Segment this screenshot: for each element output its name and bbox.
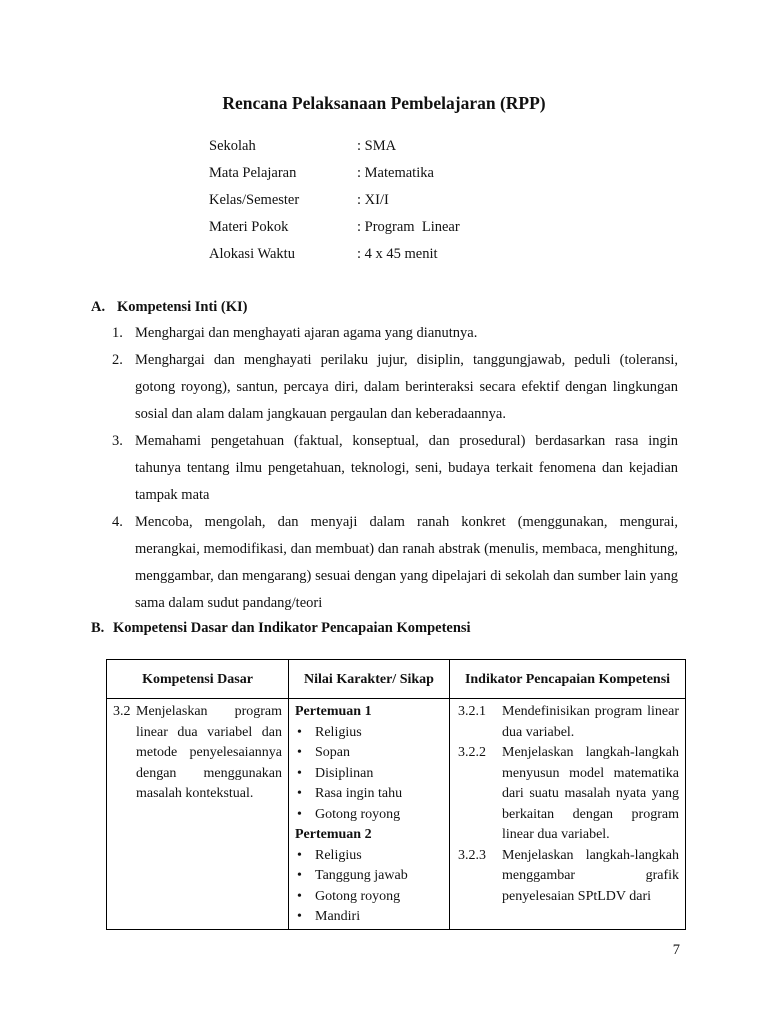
list-text: Menghargai dan menghayati perilaku jujur, disiplin, tanggungjawab, peduli (toleransi, gotong royong), santun, percaya diri, dalam berinteraksi secara efektif dengan lingkungan sosial dan alam dalam jangkauan pergaulan dan keberadaannya. [135, 352, 678, 422]
section-title: Kompetensi Dasar dan Indikator Pencapaian Kompetensi [113, 620, 471, 636]
bullet-icon: • [297, 724, 302, 740]
section-b-heading [91, 618, 471, 638]
identity-value: : 4 x 45 menit [357, 246, 438, 262]
column-header: Indikator Pencapaian Kompetensi [450, 660, 686, 699]
character-list [295, 723, 443, 826]
table-header-row [107, 660, 686, 699]
bullet-icon: • [297, 806, 302, 822]
identity-label: Kelas/Semester [209, 192, 300, 208]
bullet-icon: • [297, 745, 302, 760]
bullet-icon: • [297, 868, 302, 883]
identity-label: Mata Pelajaran [209, 165, 297, 181]
bullet-icon: • [297, 847, 302, 863]
indicator-item [456, 846, 679, 908]
indicator-number: 3.2.2 [458, 745, 486, 760]
character-value: Rasa ingin tahu [315, 786, 403, 801]
indicator-item [456, 743, 679, 846]
identity-label: Materi Pokok [209, 219, 289, 235]
character-value: Mandiri [315, 909, 361, 924]
list-item [295, 805, 443, 826]
ki-list [112, 320, 678, 617]
column-header: Kompetensi Dasar [107, 660, 289, 699]
character-value: Sopan [315, 745, 350, 760]
kd-item [113, 702, 282, 805]
kd-cell [107, 699, 289, 930]
column-header: Nilai Karakter/ Sikap [289, 660, 450, 699]
list-number: 3. [112, 433, 123, 449]
list-item [295, 784, 443, 805]
character-value: Disiplinan [315, 765, 374, 781]
identity-value: : SMA [357, 138, 397, 154]
list-item [112, 347, 678, 428]
meeting-title: Pertemuan 1 [295, 704, 372, 719]
indicator-text: Mendefinisikan program linear dua variabel. [502, 704, 679, 740]
list-item [112, 320, 678, 347]
list-text: Menghargai dan menghayati ajaran agama yang dianutnya. [135, 325, 478, 341]
character-value: Religius [315, 847, 362, 863]
list-item [295, 723, 443, 744]
list-item [295, 846, 443, 867]
list-item [295, 764, 443, 785]
list-text: Memahami pengetahuan (faktual, konseptual, dan prosedural) berdasarkan rasa ingin tahunya tentang ilmu pengetahuan, teknologi, seni, budaya terkait fenomena dan kejadian tampak mata [135, 433, 678, 503]
list-text: Mencoba, mengolah, dan menyaji dalam ranah konkret (menggunakan, mengurai, merangkai, memodifikasi, dan membuat) dan ranah abstrak (menulis, membaca, menghitung, menggambar, dan mengarang) sesuai dengan yang dipelajari di sekolah dan sumber lain yang sama dalam sudut pandang/teori [135, 514, 678, 611]
character-list [295, 846, 443, 928]
indicator-item [456, 702, 679, 743]
indicator-cell [450, 699, 686, 930]
bullet-icon: • [297, 765, 302, 781]
kd-number: 3.2 [113, 704, 131, 719]
list-item [112, 509, 678, 617]
section-letter: B. [91, 620, 105, 636]
list-number: 2. [112, 352, 123, 368]
competency-table [106, 659, 686, 930]
character-value: Gotong royong [315, 888, 401, 904]
character-cell [289, 699, 450, 930]
section-letter: A. [91, 299, 106, 315]
table-row [107, 699, 686, 930]
identity-label: Sekolah [209, 138, 256, 154]
bullet-icon: • [297, 786, 302, 801]
character-value: Gotong royong [315, 806, 401, 822]
indicator-number: 3.2.3 [458, 847, 486, 863]
section-a-heading [91, 297, 248, 317]
meeting-title: Pertemuan 2 [295, 827, 372, 842]
list-item [295, 907, 443, 928]
list-item [295, 866, 443, 887]
list-item [295, 743, 443, 764]
bullet-icon: • [297, 888, 302, 904]
list-item [112, 428, 678, 509]
indicator-text: Menjelaskan langkah-langkah menggambar grafik penyelesaian SPtLDV dari [502, 847, 679, 904]
identity-value: : Program Linear [357, 219, 460, 235]
list-item [295, 887, 443, 908]
identity-value: : XI/I [357, 192, 389, 208]
bullet-icon: • [297, 909, 302, 924]
indicator-text: Menjelaskan langkah-langkah menyusun model matematika dari suatu masalah nyata yang berkaitan dengan program linear dua variabel. [502, 745, 679, 842]
indicator-number: 3.2.1 [458, 704, 486, 719]
identity-label: Alokasi Waktu [209, 246, 295, 262]
list-number: 4. [112, 514, 123, 530]
identity-value: : Matematika [357, 165, 434, 181]
document-title: Rencana Pelaksanaan Pembelajaran (RPP) [222, 93, 546, 113]
section-title: Kompetensi Inti (KI) [117, 299, 248, 315]
character-value: Religius [315, 724, 362, 740]
list-number: 1. [112, 325, 123, 341]
page-number: 7 [672, 942, 680, 958]
character-value: Tanggung jawab [315, 868, 408, 883]
kd-text: Menjelaskan program linear dua variabel dan metode penyelesaiannya dengan menggunakan masalah kontekstual. [136, 704, 282, 801]
